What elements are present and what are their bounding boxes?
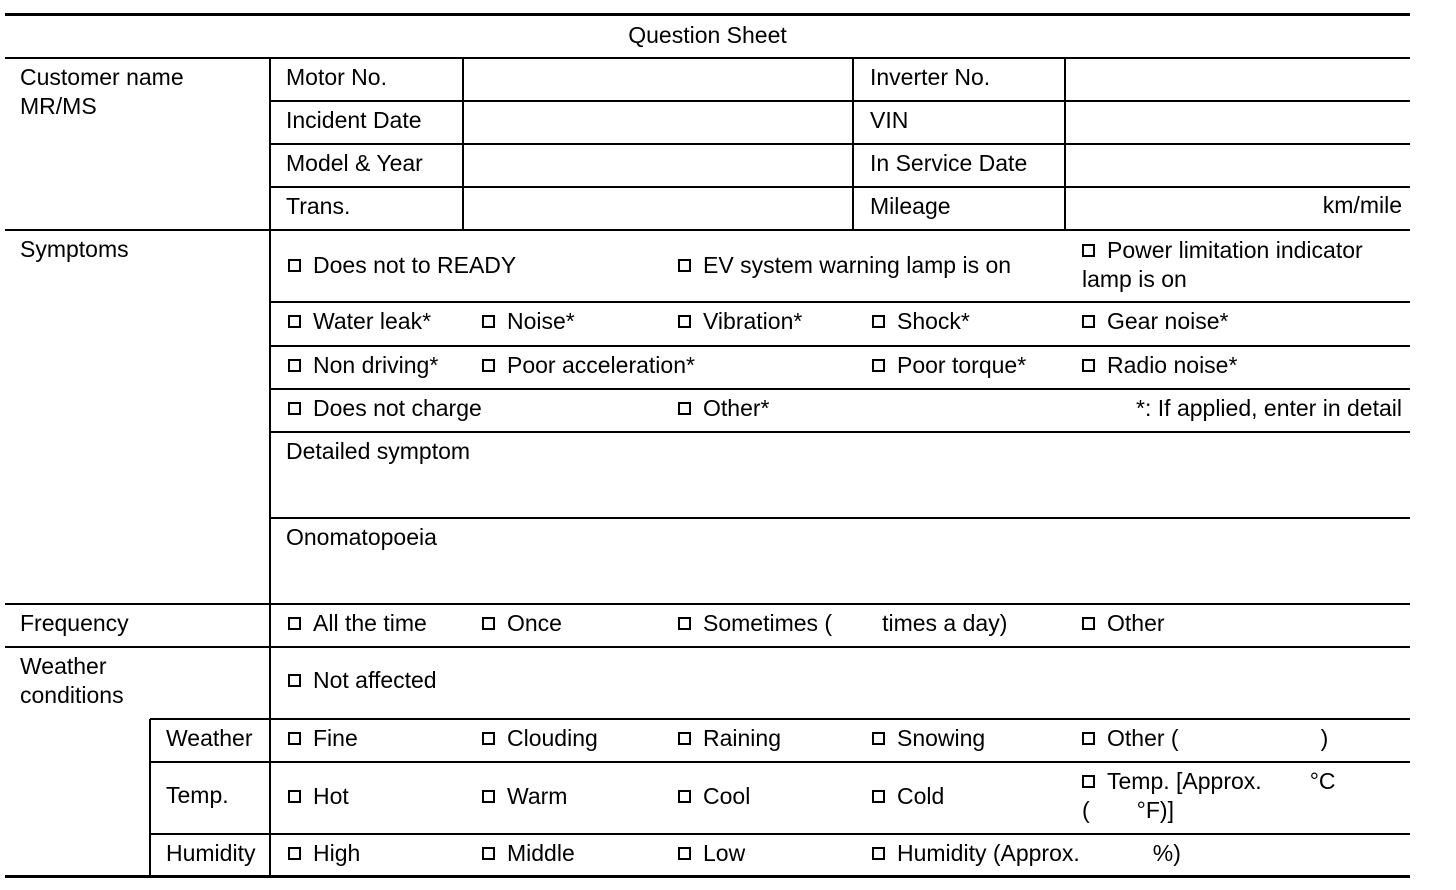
checkbox-icon: [482, 847, 495, 860]
checkbox-icon: [678, 617, 691, 630]
checkbox-icon: [482, 617, 495, 630]
checkbox-icon: [678, 315, 691, 328]
model-year-label: Model & Year: [286, 150, 423, 176]
row-rule: [150, 718, 1410, 720]
detailed-symptom-label: Detailed symptom: [286, 438, 471, 464]
option-does-not-ready: [270, 251, 660, 280]
customer-name-label: Customer name: [20, 64, 184, 90]
in-service-date-label: In Service Date: [870, 150, 1028, 176]
option-label: Hot: [313, 782, 349, 809]
sheet-title: Question Sheet: [628, 22, 787, 48]
option-label: Water leak*: [313, 308, 432, 334]
option-noise: [464, 307, 660, 336]
option-label: Other*: [703, 395, 770, 421]
checkbox-icon: [872, 315, 885, 328]
option-label: Vibration*: [703, 308, 803, 334]
mileage-label: Mileage: [870, 193, 951, 219]
mileage-unit: km/mile: [1322, 192, 1402, 218]
option-cool: [660, 782, 854, 811]
in-service-date-field: [1066, 145, 1410, 186]
symptom-row: [270, 351, 1410, 380]
option-label: Sometimes (: [703, 610, 833, 636]
checkbox-icon: [288, 674, 301, 687]
checkbox-icon: [288, 617, 301, 630]
vin-field: [1066, 102, 1410, 143]
checkbox-icon: [872, 847, 885, 860]
option-label: Does not charge: [313, 395, 482, 421]
option-label: Low: [703, 840, 746, 866]
checkbox-icon: [678, 259, 691, 272]
option-hot: [270, 782, 464, 811]
option-warm: [464, 782, 660, 811]
onomatopoeia-area: [271, 519, 1410, 603]
checkbox-icon: [678, 847, 691, 860]
option-label-suffix: %): [1152, 840, 1181, 866]
option-vibration: [660, 307, 854, 336]
weather-label: Weather: [166, 725, 253, 751]
option-low: [660, 839, 854, 868]
checkbox-icon: [1082, 775, 1095, 788]
option-label: Noise*: [507, 308, 575, 334]
other-weather-blank: [1179, 745, 1321, 746]
option-label: Cold: [897, 782, 945, 809]
temp-row: [270, 760, 1410, 832]
option-label: Other: [1107, 610, 1165, 636]
option-cold: [854, 782, 1064, 811]
option-radio-noise: [1064, 351, 1410, 380]
checkbox-icon: [288, 359, 301, 372]
detailed-symptom-area: [271, 433, 1410, 517]
option-label: Other (: [1107, 725, 1179, 751]
option-label: Cool: [703, 782, 751, 809]
option-poor-acceleration: [464, 351, 854, 380]
checkbox-icon: [482, 732, 495, 745]
option-label: Non driving*: [313, 352, 439, 378]
option-label: EV system warning lamp is on: [703, 251, 1012, 278]
option-snowing: [854, 724, 1064, 753]
option-label-suffix: ): [1320, 725, 1329, 751]
checkbox-icon: [1082, 244, 1095, 257]
checkbox-icon: [288, 315, 301, 328]
weather-row: [270, 724, 1410, 753]
temp-fahrenheit-line: [1082, 796, 1410, 825]
fahrenheit-unit: °F)]: [1136, 797, 1174, 823]
checkbox-icon: [678, 732, 691, 745]
row-rule: [270, 345, 1410, 347]
option-other-weather: [1064, 724, 1410, 753]
humidity-blank: [1080, 860, 1153, 861]
checkbox-icon: [678, 402, 691, 415]
option-not-affected: [288, 666, 437, 695]
option-does-not-charge: [270, 394, 660, 423]
checkbox-icon: [288, 259, 301, 272]
option-shock: [854, 307, 1064, 336]
checkbox-icon: [288, 790, 301, 803]
option-label: Warm: [507, 782, 568, 809]
option-fine: [270, 724, 464, 753]
celsius-unit: °C: [1309, 768, 1336, 794]
checkbox-icon: [482, 790, 495, 803]
frequency-label: Frequency: [20, 610, 129, 636]
checkbox-icon: [872, 359, 885, 372]
option-label: Radio noise*: [1107, 352, 1238, 378]
checkbox-icon: [872, 790, 885, 803]
checkbox-icon: [482, 359, 495, 372]
inverter-no-field: [1066, 59, 1410, 100]
checkbox-icon: [1082, 617, 1095, 630]
option-label: Clouding: [507, 725, 598, 751]
times-per-day-blank: [832, 630, 882, 631]
humidity-label: Humidity: [166, 840, 256, 866]
symptoms-label: Symptoms: [20, 236, 129, 262]
onomatopoeia-label: Onomatopoeia: [286, 524, 437, 550]
option-high: [270, 839, 464, 868]
option-label: Shock*: [897, 308, 970, 334]
section-rule: [5, 646, 1410, 648]
row-rule: [150, 833, 1410, 835]
checkbox-icon: [1082, 315, 1095, 328]
option-label: Poor torque*: [897, 352, 1027, 378]
checkbox-icon: [872, 732, 885, 745]
checkbox-icon: [482, 315, 495, 328]
checkbox-icon: [288, 732, 301, 745]
fahrenheit-open: (: [1082, 797, 1090, 823]
row-rule: [270, 388, 1410, 390]
symptom-row: [270, 307, 1410, 336]
option-ev-warning-lamp: [660, 251, 1064, 280]
option-other-symptom: [660, 394, 854, 423]
bottom-rule: [5, 875, 1410, 878]
option-label-suffix: times a day): [882, 610, 1008, 636]
option-label: Not affected: [313, 667, 437, 693]
option-temp-approx: [1064, 767, 1410, 825]
detail-note: *: If applied, enter in detail: [1136, 395, 1402, 421]
option-label: Poor acceleration*: [507, 352, 695, 378]
checkbox-icon: [1082, 732, 1095, 745]
inverter-no-label: Inverter No.: [870, 64, 991, 90]
option-label: Snowing: [897, 725, 986, 751]
customer-title-label: MR/MS: [20, 93, 97, 119]
temp-celsius-line: [1082, 767, 1410, 796]
section-rule: [5, 603, 1410, 605]
checkbox-icon: [678, 790, 691, 803]
option-other-frequency: [1064, 609, 1410, 638]
checkbox-icon: [1082, 359, 1095, 372]
mileage-field: [1066, 188, 1410, 229]
option-poor-torque: [854, 351, 1064, 380]
option-label: All the time: [313, 610, 427, 636]
incident-date-field: [464, 102, 852, 143]
checkbox-icon: [288, 402, 301, 415]
option-non-driving: [270, 351, 464, 380]
option-label: Humidity (Approx.: [897, 840, 1080, 866]
fahrenheit-blank: [1090, 817, 1137, 818]
option-label: Middle: [507, 840, 575, 866]
vin-label: VIN: [870, 107, 909, 133]
option-once: [464, 609, 660, 638]
frequency-row: [270, 609, 1410, 638]
option-clouding: [464, 724, 660, 753]
option-all-the-time: [270, 609, 464, 638]
option-label: Does not to READY: [313, 251, 517, 278]
column-rule: [852, 58, 854, 230]
option-humidity-approx: [854, 839, 1410, 868]
option-sometimes: [660, 609, 1064, 638]
model-year-field: [464, 145, 852, 186]
trans-field: [464, 188, 852, 229]
motor-no-field: [464, 59, 852, 100]
option-power-limitation-lamp: [1064, 236, 1410, 294]
humidity-row: [270, 839, 1410, 868]
motor-no-label: Motor No.: [286, 64, 387, 90]
option-gear-noise: [1064, 307, 1410, 336]
option-middle: [464, 839, 660, 868]
weather-conditions-label: Weather conditions: [20, 653, 124, 708]
option-label: Temp. [Approx.: [1107, 768, 1262, 794]
option-water-leak: [270, 307, 464, 336]
checkbox-icon: [288, 847, 301, 860]
incident-date-label: Incident Date: [286, 107, 422, 133]
option-label: Fine: [313, 725, 358, 751]
option-label: Power limitation indicator lamp is on: [1082, 237, 1363, 292]
option-label: Raining: [703, 725, 781, 751]
row-rule: [270, 301, 1410, 303]
celsius-blank: [1262, 788, 1310, 789]
symptom-row: [270, 229, 1410, 301]
option-label: Gear noise*: [1107, 308, 1229, 334]
trans-label: Trans.: [286, 193, 351, 219]
temp-label: Temp.: [166, 782, 229, 808]
option-label: Once: [507, 610, 562, 636]
sub-label-column-rule: [149, 719, 151, 877]
option-raining: [660, 724, 854, 753]
option-label: High: [313, 840, 361, 866]
